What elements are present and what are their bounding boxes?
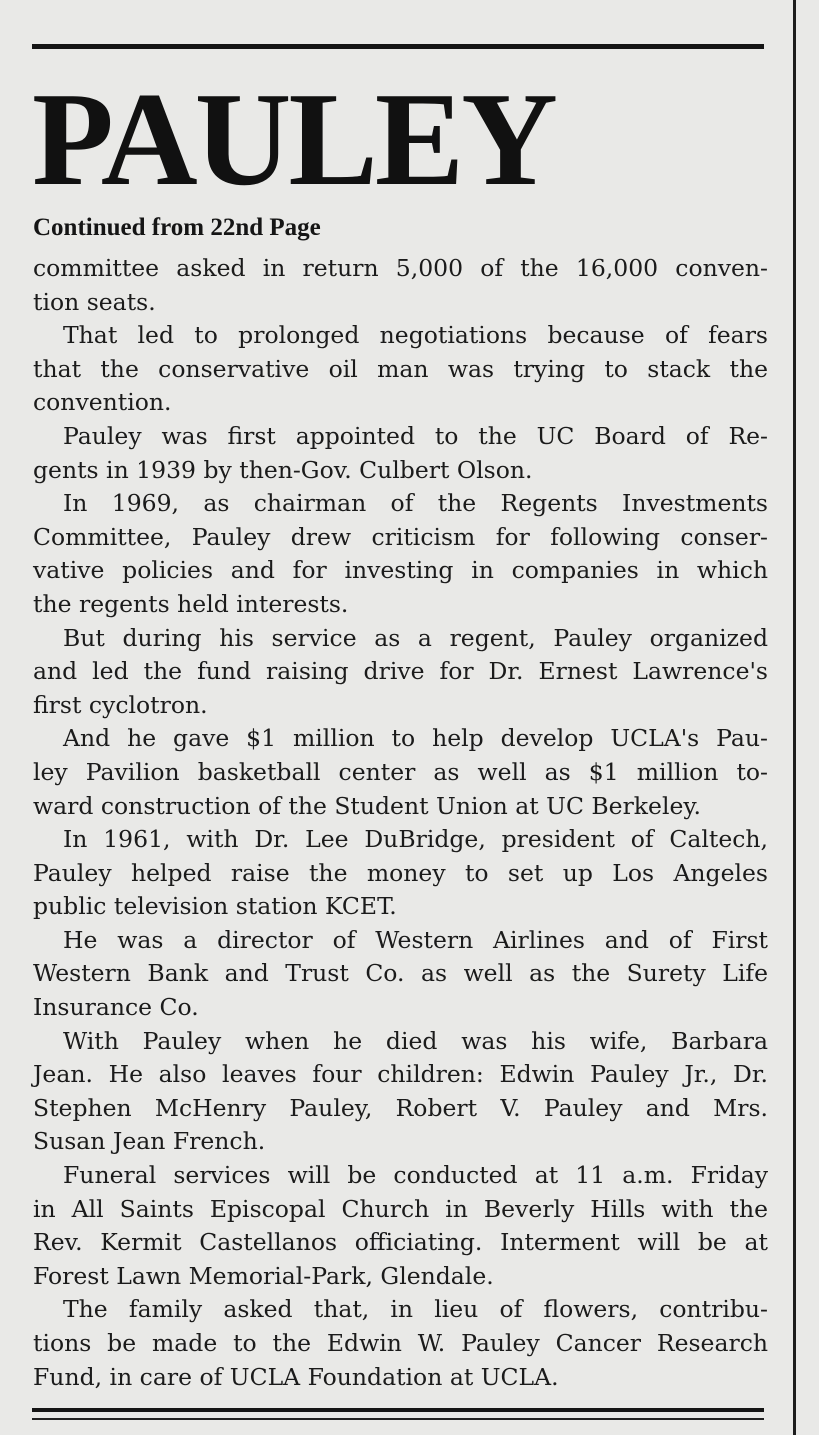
bottom-rule bbox=[32, 1408, 764, 1412]
article-line: convention. bbox=[33, 388, 172, 417]
article-line: Jean. He also leaves four children: Edwin Pauley Jr., Dr. bbox=[33, 1060, 768, 1089]
article-line: public television station KCET. bbox=[33, 892, 397, 921]
article-line: Pauley helped raise the money to set up Los Angeles bbox=[33, 858, 768, 887]
article-line: Forest Lawn Memorial-Park, Glendale. bbox=[33, 1261, 494, 1290]
article-line: that the conservative oil man was trying to stack the bbox=[33, 354, 768, 383]
article-paragraph bbox=[33, 823, 768, 924]
article-line: That led to prolonged negotiations because of fears bbox=[63, 321, 768, 350]
article-line: tion seats. bbox=[33, 287, 156, 316]
article-line: Western Bank and Trust Co. as well as the Surety Life bbox=[33, 959, 768, 988]
article-line: In 1961, with Dr. Lee DuBridge, president of Caltech, bbox=[63, 825, 768, 854]
article-line: vative policies and for investing in companies in which bbox=[33, 556, 768, 585]
article-paragraph bbox=[33, 487, 768, 621]
bottom-rule-thin bbox=[32, 1418, 764, 1420]
article-line: With Pauley when he died was his wife, Barbara bbox=[63, 1026, 768, 1055]
article-line: He was a director of Western Airlines and of First bbox=[63, 925, 768, 954]
headline: PAULEY bbox=[32, 65, 555, 213]
article-line: tions be made to the Edwin W. Pauley Cancer Research bbox=[33, 1329, 768, 1357]
continued-from-line: Continued from 22nd Page bbox=[33, 214, 321, 241]
article-paragraph bbox=[33, 1293, 768, 1394]
article-paragraph bbox=[33, 1159, 768, 1293]
article-line: But during his service as a regent, Pauley organized bbox=[63, 623, 768, 652]
article-line: Funeral services will be conducted at 11 a.m. Friday bbox=[63, 1161, 768, 1190]
column-divider-rule bbox=[793, 0, 796, 1435]
article-paragraph bbox=[33, 420, 768, 487]
article-line: Pauley was first appointed to the UC Board of Re- bbox=[63, 421, 768, 450]
article-line: In 1969, as chairman of the Regents Investments bbox=[63, 489, 768, 518]
article-line: and led the fund raising drive for Dr. Ernest Lawrence's bbox=[33, 657, 768, 686]
article-body bbox=[33, 252, 768, 1394]
article-line: Fund, in care of UCLA Foundation at UCLA. bbox=[33, 1362, 559, 1391]
article-paragraph bbox=[33, 622, 768, 723]
article-line: ward construction of the Student Union at UC Berkeley. bbox=[33, 791, 702, 820]
article-line: the regents held interests. bbox=[33, 589, 349, 618]
article-line: Susan Jean French. bbox=[33, 1127, 266, 1156]
article-line: Rev. Kermit Castellanos officiating. Interment will be at bbox=[33, 1228, 768, 1257]
article-line: ley Pavilion basketball center as well as $1 million to- bbox=[33, 757, 768, 786]
article-line: Committee, Pauley drew criticism for following conser- bbox=[33, 522, 768, 551]
article-paragraph bbox=[33, 722, 768, 823]
article-line: committee asked in return 5,000 of the 16,000 conven- bbox=[33, 254, 768, 282]
article-line: The family asked that, in lieu of flowers, contribu- bbox=[63, 1295, 768, 1324]
article-paragraph bbox=[33, 319, 768, 420]
article-line: And he gave $1 million to help develop UCLA's Pau- bbox=[63, 724, 768, 753]
article-paragraph bbox=[33, 1025, 768, 1159]
article-line: first cyclotron. bbox=[33, 690, 208, 719]
article-paragraph bbox=[33, 924, 768, 1025]
article-paragraph bbox=[33, 252, 768, 319]
top-rule bbox=[32, 44, 764, 49]
article-line: in All Saints Episcopal Church in Beverly Hills with the bbox=[33, 1194, 768, 1223]
article-line: gents in 1939 by then-Gov. Culbert Olson. bbox=[33, 455, 533, 484]
article-line: Stephen McHenry Pauley, Robert V. Pauley and Mrs. bbox=[33, 1093, 768, 1122]
article-line: Insurance Co. bbox=[33, 993, 199, 1022]
